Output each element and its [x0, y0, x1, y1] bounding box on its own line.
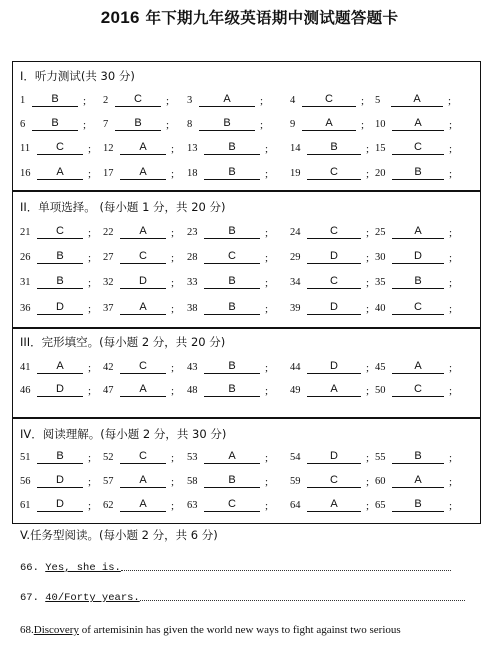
question-number: 65	[375, 500, 386, 511]
answer-row	[20, 225, 480, 241]
answer-blank: C	[307, 225, 361, 239]
separator: ;	[260, 119, 264, 131]
section-5-title: V.任务型阅读。(每小题 2 分，共 6 分)	[20, 528, 218, 542]
question-number: 2	[103, 95, 109, 106]
answer-blank: C	[120, 250, 166, 264]
question-number: 62	[103, 500, 114, 511]
separator: ;	[265, 143, 269, 155]
answer-item-29	[290, 250, 373, 266]
answer-item-33	[187, 275, 272, 291]
question-number: 39	[290, 303, 301, 314]
answer-blank: B	[204, 301, 260, 315]
answer-item-30	[375, 250, 456, 266]
answer-item-47	[103, 383, 178, 399]
question-number: 21	[20, 227, 31, 238]
answer-blank: B	[37, 450, 83, 464]
answer-item-32	[103, 275, 178, 291]
answer-item-7	[103, 117, 173, 133]
question-number: 31	[20, 277, 31, 288]
answer-row	[20, 301, 480, 317]
separator: ;	[361, 119, 365, 131]
page-title	[0, 6, 499, 28]
question-number: 12	[103, 143, 114, 154]
separator: ;	[265, 252, 269, 264]
question-number: 5	[375, 95, 381, 106]
separator: ;	[265, 476, 269, 488]
answer-item-4	[290, 93, 368, 109]
answer-blank: A	[37, 360, 83, 374]
answer-item-64	[290, 498, 373, 514]
question-number: 59	[290, 476, 301, 487]
answer-row	[20, 450, 480, 466]
answer-66-number: 66.	[20, 562, 39, 574]
answer-item-19	[290, 166, 373, 182]
separator: ;	[171, 362, 175, 374]
question-number: 55	[375, 452, 386, 463]
separator: ;	[171, 168, 175, 180]
question-number: 10	[375, 119, 386, 130]
section-2-title: II．单项选择。 (每小题 1 分，共 20 分)	[20, 200, 226, 214]
answer-blank: A	[120, 141, 166, 155]
answer-blank: A	[392, 474, 444, 488]
answer-item-15	[375, 141, 456, 157]
separator: ;	[366, 303, 370, 315]
question-number: 50	[375, 385, 386, 396]
separator: ;	[366, 385, 370, 397]
question-number: 9	[290, 119, 296, 130]
answer-blank: D	[37, 498, 83, 512]
question-number: 13	[187, 143, 198, 154]
question-number: 3	[187, 95, 193, 106]
answer-row	[20, 498, 480, 514]
separator: ;	[88, 362, 92, 374]
answer-blank: C	[120, 360, 166, 374]
answer-item-39	[290, 301, 373, 317]
answer-item-21	[20, 225, 95, 241]
separator: ;	[449, 252, 453, 264]
question-number: 60	[375, 476, 386, 487]
question-number: 64	[290, 500, 301, 511]
answer-blank: C	[307, 166, 361, 180]
answer-blank: A	[120, 166, 166, 180]
question-number: 16	[20, 168, 31, 179]
answer-67-dotted-line	[140, 599, 465, 601]
question-number: 20	[375, 168, 386, 179]
answer-item-54	[290, 450, 373, 466]
answer-blank: C	[392, 301, 444, 315]
separator: ;	[83, 95, 87, 107]
answer-67-text: 40/Forty years.	[45, 592, 140, 604]
answer-blank: C	[204, 498, 260, 512]
answer-blank: C	[37, 225, 83, 239]
answer-blank: B	[204, 383, 260, 397]
answer-row	[20, 93, 480, 109]
answer-item-20	[375, 166, 456, 182]
answer-item-38	[187, 301, 272, 317]
answer-item-45	[375, 360, 456, 376]
question-number: 1	[20, 95, 26, 106]
separator: ;	[171, 227, 175, 239]
question-number: 14	[290, 143, 301, 154]
separator: ;	[449, 227, 453, 239]
answer-item-56	[20, 474, 95, 490]
answer-item-3	[187, 93, 267, 109]
answer-item-22	[103, 225, 178, 241]
answer-item-18	[187, 166, 272, 182]
separator: ;	[449, 362, 453, 374]
answer-blank: C	[307, 275, 361, 289]
answer-item-49	[290, 383, 373, 399]
answer-blank: D	[392, 250, 444, 264]
separator: ;	[166, 119, 170, 131]
separator: ;	[449, 143, 453, 155]
answer-row	[20, 360, 480, 376]
answer-blank: B	[37, 250, 83, 264]
answer-blank: B	[204, 141, 260, 155]
answer-blank: D	[37, 474, 83, 488]
answer-item-16	[20, 166, 95, 182]
answer-row	[20, 474, 480, 490]
answer-66	[20, 562, 451, 574]
answer-item-35	[375, 275, 456, 291]
answer-row	[20, 250, 480, 266]
question-number: 24	[290, 227, 301, 238]
question-number: 15	[375, 143, 386, 154]
answer-blank: A	[307, 498, 361, 512]
separator: ;	[88, 168, 92, 180]
separator: ;	[88, 277, 92, 289]
answer-blank: D	[37, 301, 83, 315]
answer-item-5	[375, 93, 455, 109]
separator: ;	[171, 143, 175, 155]
answer-blank: C	[302, 93, 356, 107]
separator: ;	[265, 277, 269, 289]
answer-blank: D	[307, 250, 361, 264]
section-1-title: I．听力测试(共 30 分)	[20, 69, 135, 83]
question-number: 17	[103, 168, 114, 179]
separator: ;	[88, 227, 92, 239]
answer-blank: C	[37, 141, 83, 155]
question-number: 44	[290, 362, 301, 373]
answer-item-12	[103, 141, 178, 157]
answer-item-51	[20, 450, 95, 466]
separator: ;	[88, 303, 92, 315]
question-number: 11	[20, 143, 31, 154]
separator: ;	[265, 362, 269, 374]
question-number: 30	[375, 252, 386, 263]
question-number: 42	[103, 362, 114, 373]
separator: ;	[366, 143, 370, 155]
question-number: 54	[290, 452, 301, 463]
answer-item-1	[20, 93, 90, 109]
question-number: 28	[187, 252, 198, 263]
question-number: 22	[103, 227, 114, 238]
answer-67	[20, 592, 465, 604]
answer-item-43	[187, 360, 272, 376]
answer-item-40	[375, 301, 456, 317]
question-number: 23	[187, 227, 198, 238]
answer-item-23	[187, 225, 272, 241]
answer-blank: B	[115, 117, 161, 131]
question-number: 19	[290, 168, 301, 179]
answer-row	[20, 166, 480, 182]
answer-blank: B	[307, 141, 361, 155]
answer-item-36	[20, 301, 95, 317]
question-number: 38	[187, 303, 198, 314]
answer-blank: B	[204, 360, 260, 374]
separator: ;	[366, 452, 370, 464]
answer-item-37	[103, 301, 178, 317]
answer-item-10	[375, 117, 456, 133]
answer-blank: C	[307, 474, 361, 488]
answer-68-lead: Discovery	[33, 624, 79, 636]
separator: ;	[265, 168, 269, 180]
title-year: 2016	[100, 8, 140, 27]
answer-item-63	[187, 498, 272, 514]
answer-item-62	[103, 498, 178, 514]
separator: ;	[449, 385, 453, 397]
answer-blank: C	[204, 250, 260, 264]
answer-item-50	[375, 383, 456, 399]
answer-item-48	[187, 383, 272, 399]
separator: ;	[88, 500, 92, 512]
answer-blank: B	[37, 275, 83, 289]
answer-blank: B	[204, 474, 260, 488]
answer-67-number: 67.	[20, 592, 39, 604]
question-number: 47	[103, 385, 114, 396]
separator: ;	[448, 95, 452, 107]
separator: ;	[366, 476, 370, 488]
answer-blank: A	[37, 166, 83, 180]
separator: ;	[449, 452, 453, 464]
separator: ;	[449, 500, 453, 512]
answer-item-61	[20, 498, 95, 514]
answer-blank: B	[204, 166, 260, 180]
separator: ;	[171, 303, 175, 315]
question-number: 43	[187, 362, 198, 373]
answer-item-11	[20, 141, 95, 157]
answer-item-57	[103, 474, 178, 490]
question-number: 7	[103, 119, 109, 130]
answer-blank: A	[199, 93, 255, 107]
separator: ;	[265, 227, 269, 239]
answer-66-dotted-line	[121, 569, 451, 571]
answer-blank: C	[115, 93, 161, 107]
answer-item-58	[187, 474, 272, 490]
separator: ;	[88, 143, 92, 155]
question-number: 33	[187, 277, 198, 288]
answer-item-65	[375, 498, 456, 514]
answer-row	[20, 141, 480, 157]
separator: ;	[265, 303, 269, 315]
separator: ;	[366, 362, 370, 374]
separator: ;	[366, 277, 370, 289]
answer-item-14	[290, 141, 373, 157]
answer-item-25	[375, 225, 456, 241]
answer-blank: C	[120, 450, 166, 464]
answer-item-13	[187, 141, 272, 157]
answer-68-rest: of artemisinin has given the world new ways to fight against two serious	[78, 624, 401, 636]
answer-blank: A	[204, 450, 260, 464]
answer-item-6	[20, 117, 90, 133]
separator: ;	[171, 385, 175, 397]
question-number: 53	[187, 452, 198, 463]
answer-blank: D	[307, 301, 361, 315]
question-number: 58	[187, 476, 198, 487]
answer-blank: D	[37, 383, 83, 397]
separator: ;	[449, 277, 453, 289]
answer-blank: C	[392, 141, 444, 155]
separator: ;	[449, 119, 453, 131]
answer-blank: A	[392, 360, 444, 374]
separator: ;	[83, 119, 87, 131]
answer-row	[20, 275, 480, 291]
question-number: 40	[375, 303, 386, 314]
question-number: 26	[20, 252, 31, 263]
answer-blank: A	[120, 301, 166, 315]
answer-item-59	[290, 474, 373, 490]
section-3-title: III．完形填空。(每小题 2 分，共 20 分)	[20, 335, 226, 349]
answer-item-8	[187, 117, 267, 133]
question-number: 36	[20, 303, 31, 314]
question-number: 18	[187, 168, 198, 179]
question-number: 4	[290, 95, 296, 106]
separator: ;	[260, 95, 264, 107]
section-4-title: IV．阅读理解。(每小题 2 分，共 30 分)	[20, 427, 227, 441]
question-number: 29	[290, 252, 301, 263]
answer-item-46	[20, 383, 95, 399]
answer-item-9	[290, 117, 368, 133]
answer-item-52	[103, 450, 178, 466]
question-number: 46	[20, 385, 31, 396]
separator: ;	[171, 500, 175, 512]
question-number: 25	[375, 227, 386, 238]
answer-blank: A	[120, 498, 166, 512]
separator: ;	[366, 500, 370, 512]
question-number: 34	[290, 277, 301, 288]
separator: ;	[88, 452, 92, 464]
question-number: 45	[375, 362, 386, 373]
answer-item-55	[375, 450, 456, 466]
separator: ;	[88, 476, 92, 488]
question-number: 61	[20, 500, 31, 511]
separator: ;	[361, 95, 365, 107]
answer-blank: A	[391, 93, 443, 107]
question-number: 57	[103, 476, 114, 487]
separator: ;	[449, 476, 453, 488]
separator: ;	[449, 303, 453, 315]
separator: ;	[366, 252, 370, 264]
question-number: 8	[187, 119, 193, 130]
answer-blank: A	[120, 383, 166, 397]
answer-66-text: Yes, she is.	[45, 562, 121, 574]
question-number: 37	[103, 303, 114, 314]
title-text: 年下期九年级英语期中测试题答题卡	[145, 9, 399, 27]
separator: ;	[449, 168, 453, 180]
answer-blank: B	[199, 117, 255, 131]
question-number: 51	[20, 452, 31, 463]
separator: ;	[265, 500, 269, 512]
separator: ;	[171, 476, 175, 488]
answer-row	[20, 117, 480, 133]
separator: ;	[265, 452, 269, 464]
answer-blank: A	[392, 225, 444, 239]
separator: ;	[166, 95, 170, 107]
answer-blank: B	[204, 275, 260, 289]
answer-blank: A	[392, 117, 444, 131]
answer-blank: A	[302, 117, 356, 131]
question-number: 35	[375, 277, 386, 288]
question-number: 41	[20, 362, 31, 373]
answer-blank: D	[307, 450, 361, 464]
separator: ;	[171, 452, 175, 464]
answer-item-53	[187, 450, 272, 466]
separator: ;	[265, 385, 269, 397]
answer-blank: B	[392, 450, 444, 464]
separator: ;	[88, 252, 92, 264]
answer-blank: D	[307, 360, 361, 374]
separator: ;	[366, 168, 370, 180]
answer-item-24	[290, 225, 373, 241]
question-number: 49	[290, 385, 301, 396]
answer-blank: A	[120, 474, 166, 488]
answer-item-42	[103, 360, 178, 376]
answer-blank: B	[32, 93, 78, 107]
answer-68-number: 68.	[20, 624, 34, 636]
answer-row	[20, 383, 480, 399]
answer-item-44	[290, 360, 373, 376]
question-number: 48	[187, 385, 198, 396]
answer-blank: B	[32, 117, 78, 131]
question-number: 56	[20, 476, 31, 487]
answer-blank: C	[392, 383, 444, 397]
question-number: 32	[103, 277, 114, 288]
answer-blank: B	[392, 166, 444, 180]
separator: ;	[171, 252, 175, 264]
answer-blank: D	[120, 275, 166, 289]
answer-blank: A	[120, 225, 166, 239]
answer-item-27	[103, 250, 178, 266]
answer-item-60	[375, 474, 456, 490]
separator: ;	[88, 385, 92, 397]
answer-item-17	[103, 166, 178, 182]
answer-item-41	[20, 360, 95, 376]
answer-68	[20, 624, 486, 636]
separator: ;	[171, 277, 175, 289]
answer-item-31	[20, 275, 95, 291]
question-number: 27	[103, 252, 114, 263]
answer-item-34	[290, 275, 373, 291]
separator: ;	[366, 227, 370, 239]
answer-item-26	[20, 250, 95, 266]
answer-blank: A	[307, 383, 361, 397]
answer-blank: B	[392, 498, 444, 512]
question-number: 6	[20, 119, 26, 130]
question-number: 63	[187, 500, 198, 511]
answer-blank: B	[392, 275, 444, 289]
answer-blank: B	[204, 225, 260, 239]
answer-item-2	[103, 93, 173, 109]
answer-item-28	[187, 250, 272, 266]
question-number: 52	[103, 452, 114, 463]
